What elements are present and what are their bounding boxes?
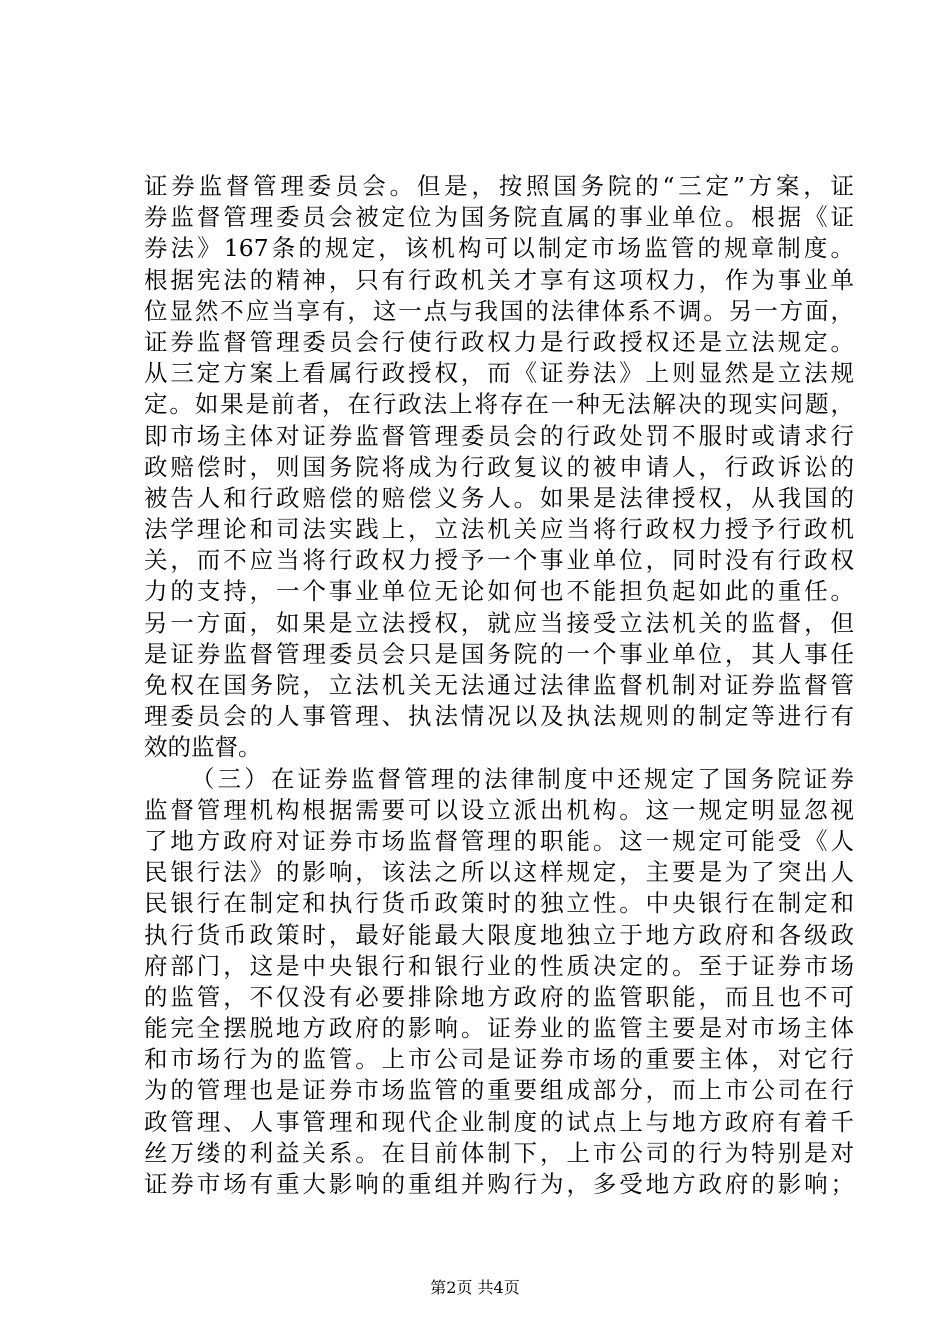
text-line: 力的支持，一个事业单位无论如何也不能担负起如此的重任。 <box>144 577 854 606</box>
page-footer: 第2页 共4页 <box>430 1278 520 1297</box>
text-line: 理委员会的人事管理、执法情况以及执法规则的制定等进行有 <box>144 702 854 731</box>
text-line: 政管理、人事管理和现代企业制度的试点上与地方政府有着千 <box>144 1107 854 1136</box>
text-line: 位显然不应当享有，这一点与我国的法律体系不调。另一方面， <box>144 296 854 325</box>
text-line: 的监管，不仅没有必要排除地方政府的监管职能，而且也不可 <box>144 982 854 1011</box>
text-line: 府部门，这是中央银行和银行业的性质决定的。至于证券市场 <box>144 951 854 980</box>
text-line: 法学理论和司法实践上，立法机关应当将行政权力授予行政机 <box>144 515 854 544</box>
paragraph-first-line: （三）在证券监督管理的法律制度中还规定了国务院证券 <box>191 764 854 793</box>
text-line: 证券市场有重大影响的重组并购行为，多受地方政府的影响； <box>144 1170 854 1198</box>
text-line: 被告人和行政赔偿的赔偿义务人。如果是法律授权，从我国的 <box>144 483 854 512</box>
text-line: 关，而不应当将行政权力授予一个事业单位，同时没有行政权 <box>144 546 854 575</box>
text-line: 和市场行为的监管。上市公司是证券市场的重要主体，对它行 <box>144 1045 854 1074</box>
text-line: 即市场主体对证券监督管理委员会的行政处罚不服时或请求行 <box>144 421 854 450</box>
paragraph-end-line: 效的监督。 <box>144 733 262 762</box>
text-line: 为的管理也是证券市场监管的重要组成部分，而上市公司在行 <box>144 1076 854 1105</box>
text-line: 从三定方案上看属行政授权，而《证券法》上则显然是立法规 <box>144 359 854 388</box>
text-line: 是证券监督管理委员会只是国务院的一个事业单位，其人事任 <box>144 639 854 668</box>
text-line: 民银行法》的影响，该法之所以这样规定，主要是为了突出人 <box>144 858 854 887</box>
text-line: 定。如果是前者，在行政法上将存在一种无法解决的现实问题， <box>144 390 854 419</box>
text-line: 券法》167条的规定，该机构可以制定市场监管的规章制度。 <box>144 234 854 263</box>
text-line: 证券监督管理委员会。但是，按照国务院的“三定”方案，证 <box>144 172 854 200</box>
text-line: 执行货币政策时，最好能最大限度地独立于地方政府和各级政 <box>144 920 854 949</box>
text-line: 政赔偿时，则国务院将成为行政复议的被申请人，行政诉讼的 <box>144 452 854 481</box>
body-text <box>144 171 854 1200</box>
text-line: 民银行在制定和执行货币政策时的独立性。中央银行在制定和 <box>144 889 854 918</box>
text-line: 证券监督管理委员会行使行政权力是行政授权还是立法规定。 <box>144 327 854 356</box>
text-line: 另一方面，如果是立法授权，就应当接受立法机关的监督，但 <box>144 608 854 637</box>
text-line: 丝万缕的利益关系。在目前体制下，上市公司的行为特别是对 <box>144 1138 854 1167</box>
text-line: 了地方政府对证券市场监督管理的职能。这一规定可能受《人 <box>144 826 854 855</box>
text-line: 券监督管理委员会被定位为国务院直属的事业单位。根据《证 <box>144 203 854 232</box>
text-line: 监督管理机构根据需要可以设立派出机构。这一规定明显忽视 <box>144 795 854 824</box>
text-line: 根据宪法的精神，只有行政机关才享有这项权力，作为事业单 <box>144 265 854 294</box>
text-line: 免权在国务院，立法机关无法通过法律监督机制对证券监督管 <box>144 671 854 699</box>
text-line: 能完全摆脱地方政府的影响。证券业的监管主要是对市场主体 <box>144 1014 854 1043</box>
